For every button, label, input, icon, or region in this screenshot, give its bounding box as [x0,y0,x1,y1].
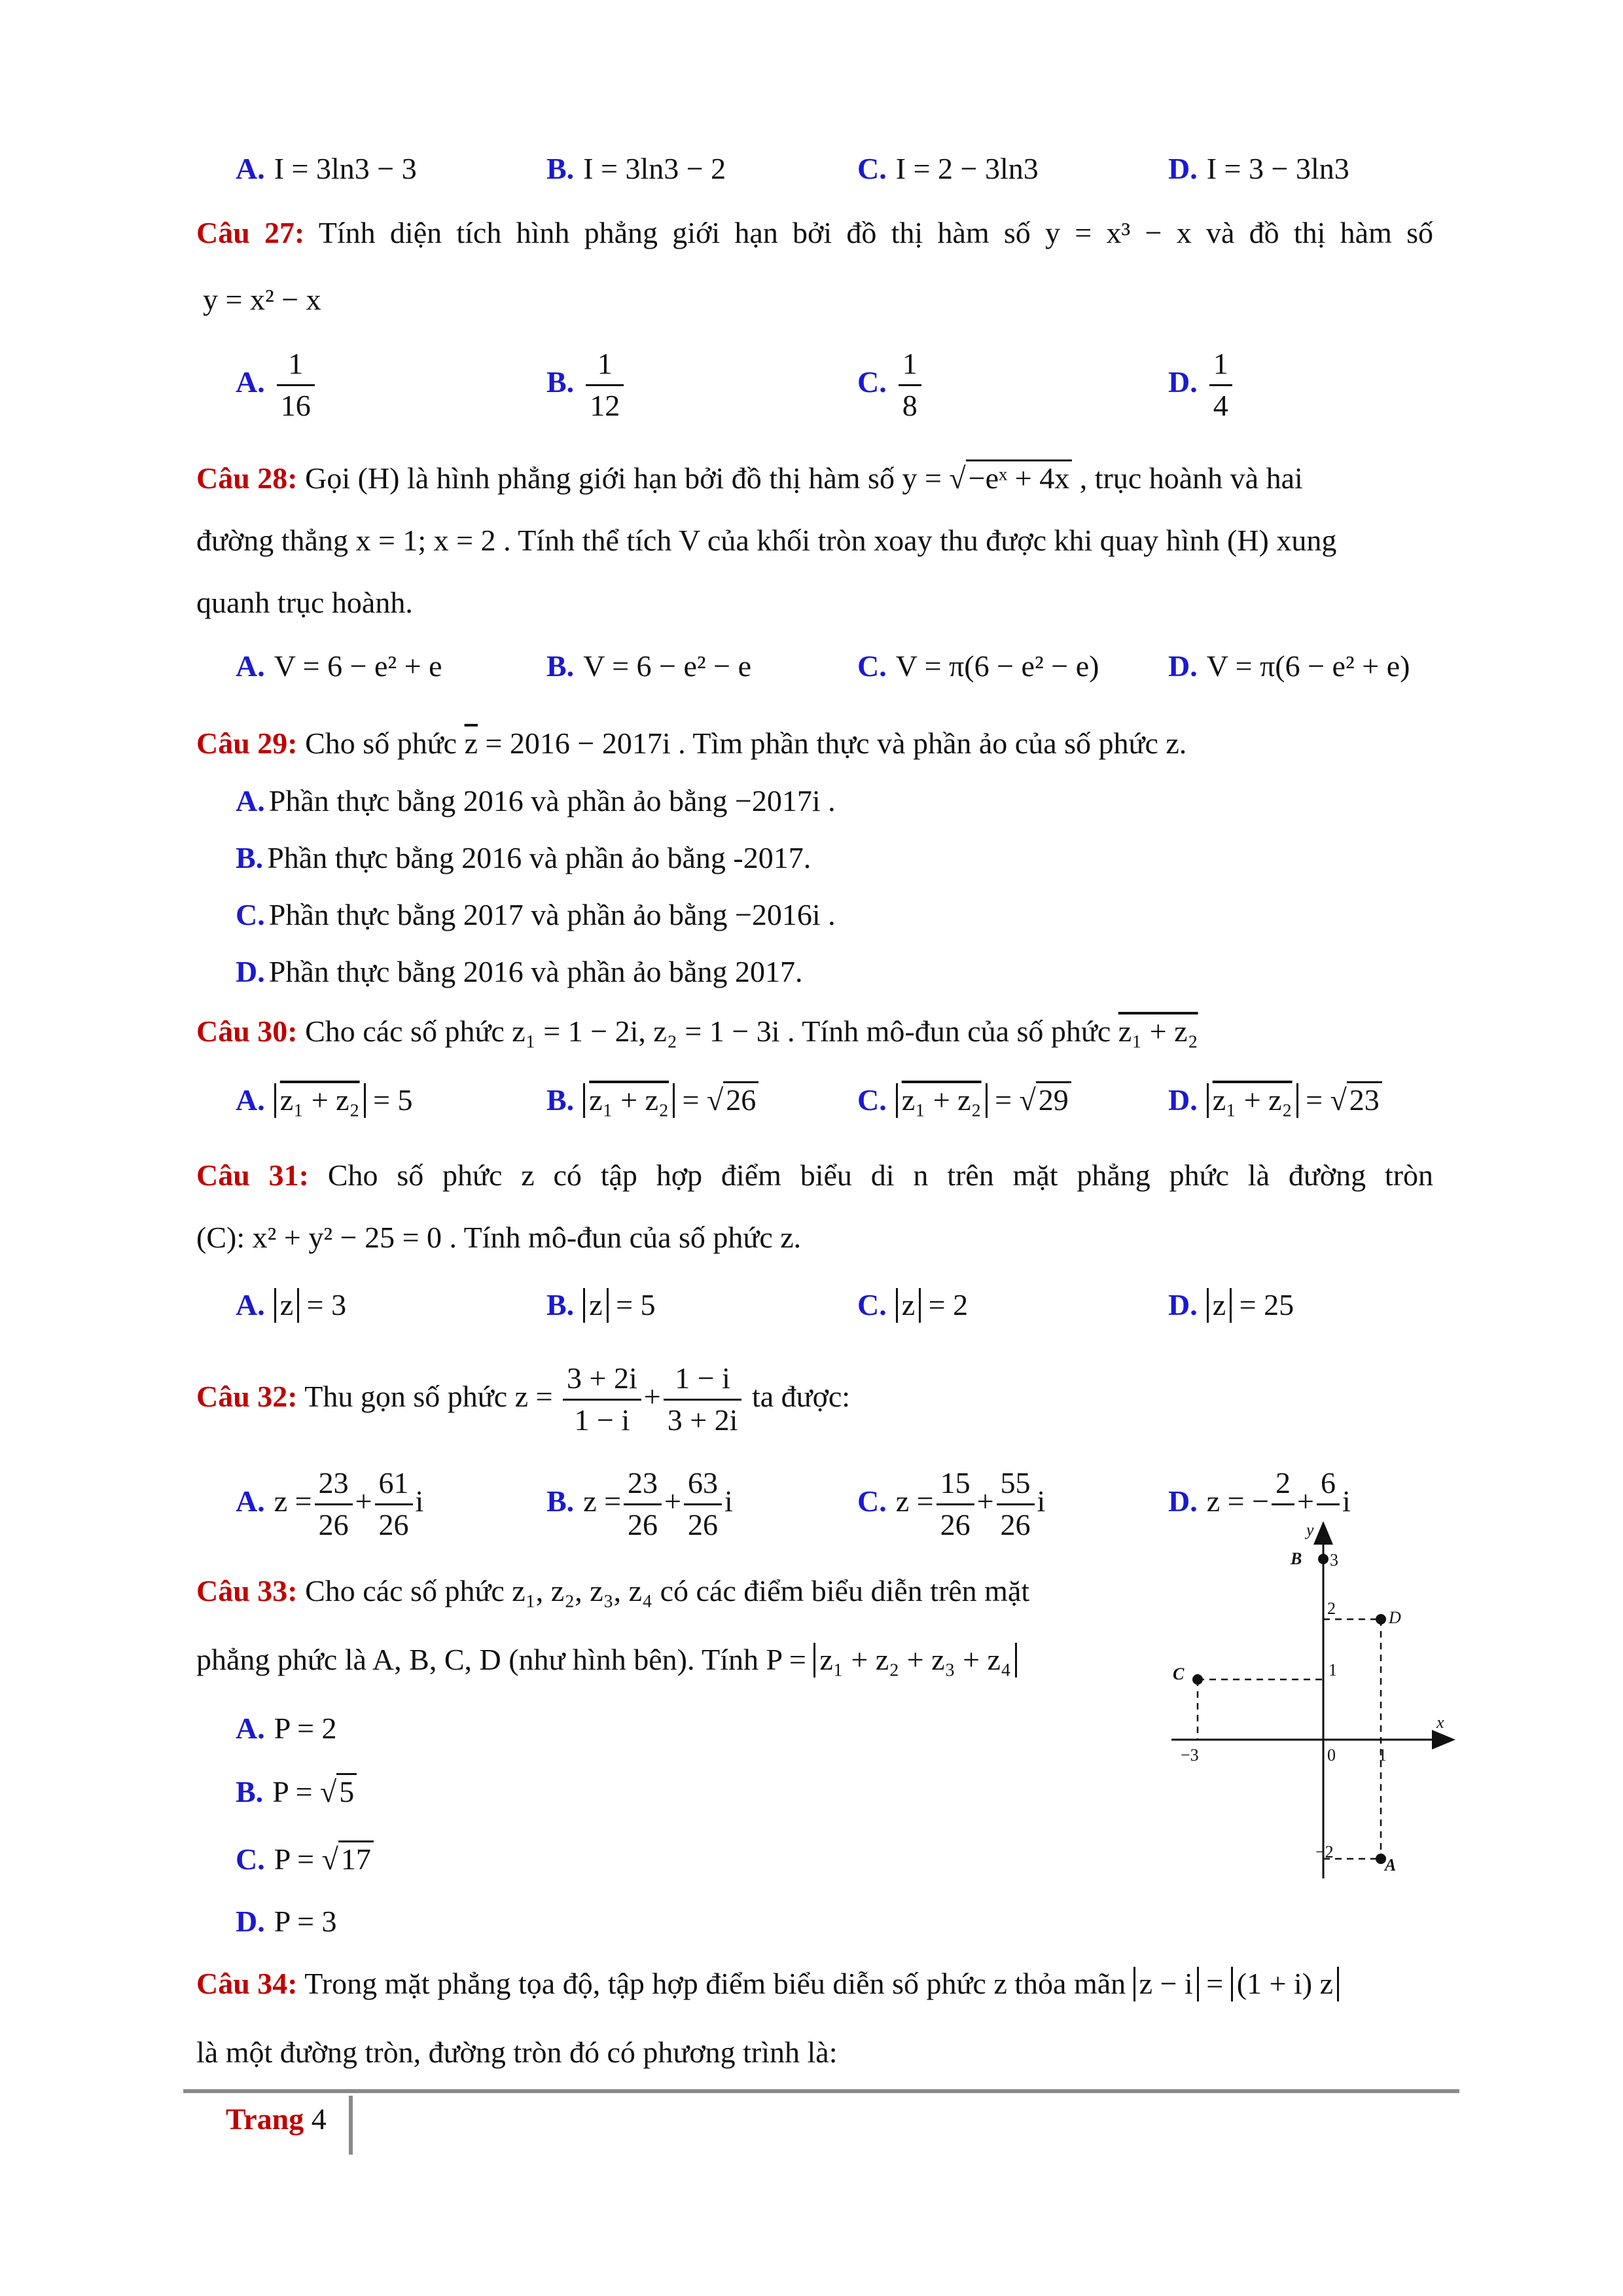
q28-stem-line2: đường thẳng x = 1; x = 2 . Tính thể tích V của khối tròn xoay thu được khi quay hình (H) xung [196,524,1337,557]
q33-option-d[interactable]: D. P = 3 [236,1905,337,1938]
y-axis-label: y [1306,1520,1314,1539]
q32-stem: Câu 32: Thu gọn số phức z = $\frac{3 + 2i}{1 - i}$ + $\frac{1 - i}{3 + 2i}$ ta được: [196,1361,851,1437]
q29-option-d[interactable]: D. Phần thực bằng 2016 và phần ảo bằng 2017. [236,955,803,988]
tick-label-2: 2 [1327,1599,1336,1618]
footer-divider [349,2096,353,2155]
q31-option-b[interactable]: B. z = 5 [546,1288,656,1321]
tick-label-3: 3 [1330,1551,1338,1570]
q32-option-c[interactable]: C. z = $\frac{15}{26}$ + $\frac{55}{26}$ i [857,1466,1046,1541]
q30-option-c[interactable]: C. z₁ + z₂ = √29 [857,1083,1071,1118]
q28-stem-line3: quanh trục hoành. [196,586,413,619]
q33-stem-line1: Câu 33: Cho các số phức z₁, z₂, z₃, z₄ có các điểm biểu diễn trên mặt [196,1574,1030,1607]
label-c: C [1173,1664,1185,1683]
q33-option-a[interactable]: A. P = 2 [236,1712,337,1745]
page-footer: Trang 4 [226,2102,327,2136]
q29-option-a[interactable]: A. Phần thực bằng 2016 và phần ảo bằng −2017i . [236,784,836,817]
q31-stem-line1: Câu 31: Cho số phức z có tập hợp điểm biểu di n trên mặt phẳng phức là đường tròn [196,1158,1434,1192]
origin-label: 0 [1327,1746,1336,1765]
q28-option-c[interactable]: C. V = π(6 − e² − e) [857,649,1099,683]
x-axis-label: x [1436,1713,1444,1732]
q29-option-c[interactable]: C. Phần thực bằng 2017 và phần ảo bằng −2016i . [236,898,836,931]
complex-plane-figure [1158,1512,1459,1878]
tick-label-1: 1 [1378,1746,1387,1765]
q30-option-d[interactable]: D. z₁ + z₂ = √23 [1168,1083,1382,1118]
tick-label-neg3: −3 [1181,1746,1199,1765]
q32-option-d[interactable]: D. z = − 2 + 6 i [1168,1466,1351,1518]
q32-option-b[interactable]: B. z = $\frac{23}{26}$ + $\frac{63}{26}$ i [546,1466,733,1541]
q26-option-d[interactable]: D. I = 3 − 3ln3 [1168,152,1349,185]
label-a: A [1385,1856,1397,1874]
q27-option-a[interactable]: A. $\frac{1}{16}$ [236,347,317,423]
q31-stem-line2: (C): x² + y² − 25 = 0 . Tính mô-đun của số phức z. [196,1221,802,1254]
q30-option-a[interactable]: A. z₁ + z₂ = 5 [236,1083,413,1117]
q32-option-a[interactable]: A. z = $\frac{23}{26}$ + $\frac{61}{26}$ i [236,1466,424,1541]
q28-option-b[interactable]: B. V = 6 − e² − e [546,649,752,683]
q28-option-a[interactable]: A. V = 6 − e² + e [236,649,442,683]
q33-stem-line2: phẳng phức là A, B, C, D (như hình bên). Tính P = z₁ + z₂ + z₃ + z₄ [196,1643,1017,1677]
tick-label-1y: 1 [1329,1660,1337,1679]
footer-rule [183,2089,1459,2093]
label-d: D [1389,1608,1401,1627]
q26-option-b[interactable]: B. I = 3ln3 − 2 [546,152,726,185]
label-b: B [1291,1549,1302,1568]
q31-option-d[interactable]: D. z = 25 [1168,1288,1294,1321]
q31-option-c[interactable]: C. z = 2 [857,1288,969,1321]
q27-stem: Câu 27: Tính diện tích hình phẳng giới hạn bởi đồ thị hàm số y = x³ − x và đồ thị hàm số [196,216,1434,249]
q33-option-c[interactable]: C. P = √17 [236,1842,374,1877]
q27-function: y = x² − x [203,283,321,316]
q29-stem: Câu 29: Cho số phức $\overline{z} = 2016 - 2017i$ . Tìm phần thực và phần ảo của số phức z. [196,726,1187,760]
q33-option-b[interactable]: B. P = √5 [236,1775,357,1810]
q34-stem-line2: là một đường tròn, đường tròn đó có phương trình là: [196,2036,838,2069]
q26-option-a[interactable]: A. I = 3ln3 − 3 [236,152,417,185]
q27-option-c[interactable]: C. $\frac{1}{8}$ [857,347,924,423]
tick-label-neg2: −2 [1315,1842,1334,1861]
q27-option-b[interactable]: B. $\frac{1}{12}$ [546,347,626,423]
point-c [1192,1674,1203,1685]
q34-stem-line1: Câu 34: Trong mặt phẳng tọa độ, tập hợp điểm biểu diễn số phức z thỏa mãn z − i = (1 + i) z [196,1967,1339,2001]
q31-option-a[interactable]: A. z = 3 [236,1288,347,1321]
point-d [1376,1614,1386,1624]
q27-option-d[interactable]: D. $\frac{1}{4}$ [1168,347,1235,423]
q28-option-d[interactable]: D. V = π(6 − e² + e) [1168,649,1410,683]
q30-option-b[interactable]: B. z₁ + z₂ = √26 [546,1083,758,1118]
q28-stem-line1: Câu 28: Gọi (H) là hình phẳng giới hạn bởi đồ thị hàm số y = √−eˣ + 4x , trục hoành và hai [196,461,1303,496]
q30-stem: Câu 30: Cho các số phức z₁ = 1 − 2i, z₂ = 1 − 3i . Tính mô-đun của số phức z₁ + z₂ [196,1014,1198,1048]
point-b [1318,1554,1329,1564]
q26-option-c[interactable]: C. I = 2 − 3ln3 [857,152,1039,185]
q29-option-b[interactable]: B. Phần thực bằng 2016 và phần ảo bằng -2017. [236,841,812,874]
